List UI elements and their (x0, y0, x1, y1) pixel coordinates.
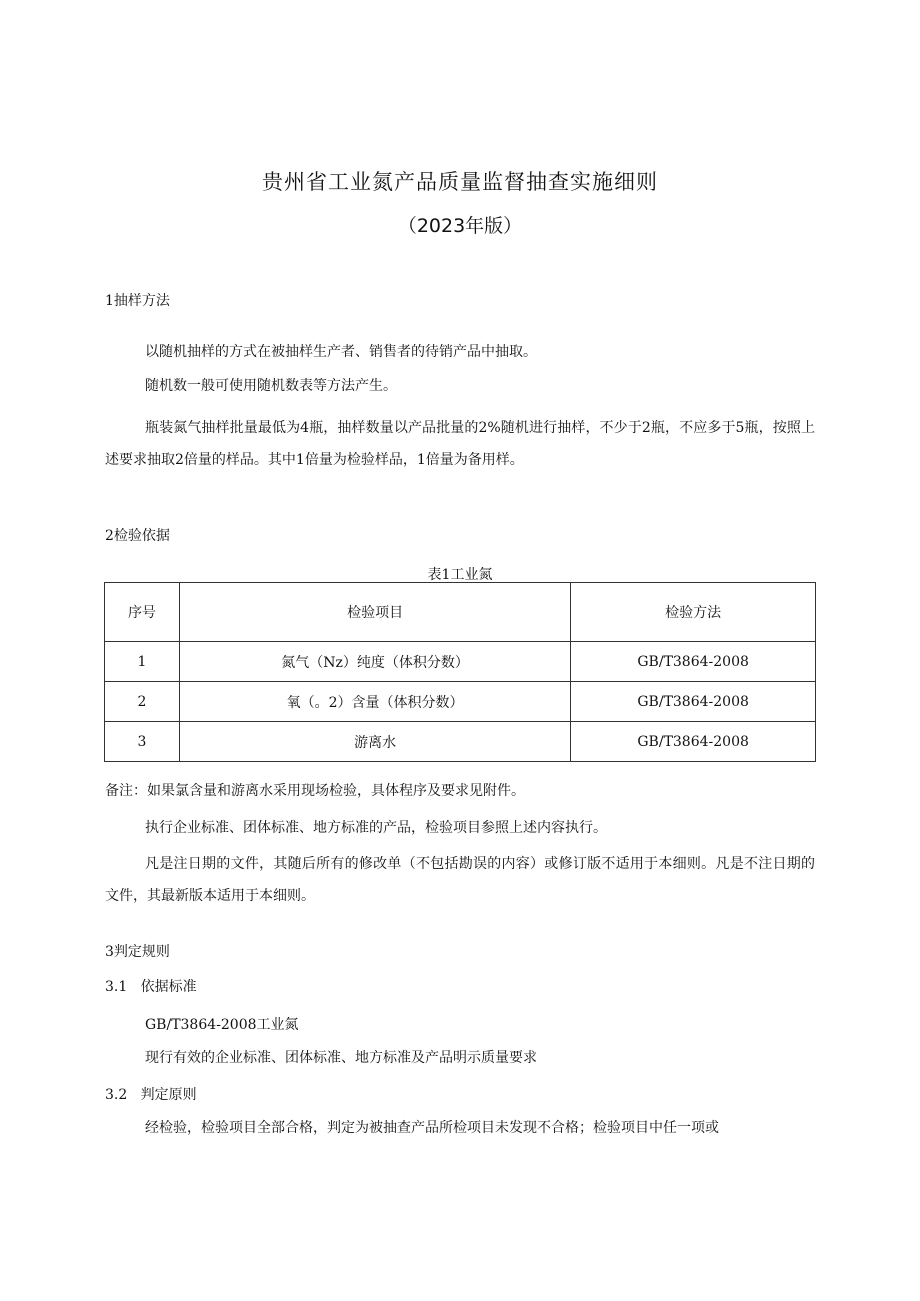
standard-item: 现行有效的企业标准、团体标准、地方标准及产品明示质量要求 (145, 1050, 537, 1066)
section-2-heading: 2检验依据 (105, 528, 170, 544)
table-row (105, 642, 816, 682)
table-note: 备注：如果氯含量和游离水采用现场检验，具体程序及要求见附件。 (105, 783, 525, 799)
row-item: 游离水 (179, 722, 570, 762)
row-item: 氮气（Nz）纯度（体积分数） (179, 642, 570, 682)
column-header-no: 序号 (105, 583, 180, 642)
subsection-3-2-heading: 3.2 判定原则 (105, 1087, 197, 1103)
section-1-paragraph: 瓶装氮气抽样批量最低为4瓶，抽样数量以产品批量的2%随机进行抽样，不少于2瓶，不应多于5瓶，按照上述要求抽取2倍量的样品。其中1倍量为检验样品，1倍量为备用样。 (105, 420, 815, 468)
row-item: 氧（。2）含量（体积分数） (179, 682, 570, 722)
row-number: 2 (105, 682, 180, 722)
row-method: GB/T3864-2008 (571, 642, 816, 682)
table-row (105, 682, 816, 722)
section-1-paragraph: 以随机抽样的方式在被抽样生产者、销售者的待销产品中抽取。 (145, 344, 537, 360)
row-method: GB/T3864-2008 (571, 682, 816, 722)
section-2-paragraph: 凡是注日期的文件，其随后所有的修改单（不包括勘误的内容）或修订版不适用于本细则。凡是不注日期的文件，其最新版本适用于本细则。 (105, 856, 815, 904)
section-2-paragraph: 执行企业标准、团体标准、地方标准的产品，检验项目参照上述内容执行。 (145, 820, 607, 836)
table-header-row (105, 583, 816, 642)
section-1-heading: 1抽样方法 (105, 293, 170, 309)
row-method: GB/T3864-2008 (571, 722, 816, 762)
section-3-heading: 3判定规则 (105, 944, 170, 960)
subsection-3-1-heading: 3.1 依据标准 (105, 979, 197, 995)
inspection-table (104, 582, 816, 762)
table-caption: 表1工业氮 (427, 567, 493, 583)
row-number: 3 (105, 722, 180, 762)
edition-label: （2023年版） (397, 215, 523, 237)
column-header-item: 检验项目 (179, 583, 570, 642)
table-row (105, 722, 816, 762)
standard-item: GB/T3864-2008工业氮 (145, 1017, 299, 1033)
document-title: 贵州省工业氮产品质量监督抽查实施细则 (262, 170, 658, 194)
section-1-paragraph: 随机数一般可使用随机数表等方法产生。 (145, 378, 397, 394)
row-number: 1 (105, 642, 180, 682)
column-header-method: 检验方法 (571, 583, 816, 642)
section-3-paragraph: 经检验，检验项目全部合格，判定为被抽查产品所检项目未发现不合格；检验项目中任一项或 (145, 1120, 719, 1136)
